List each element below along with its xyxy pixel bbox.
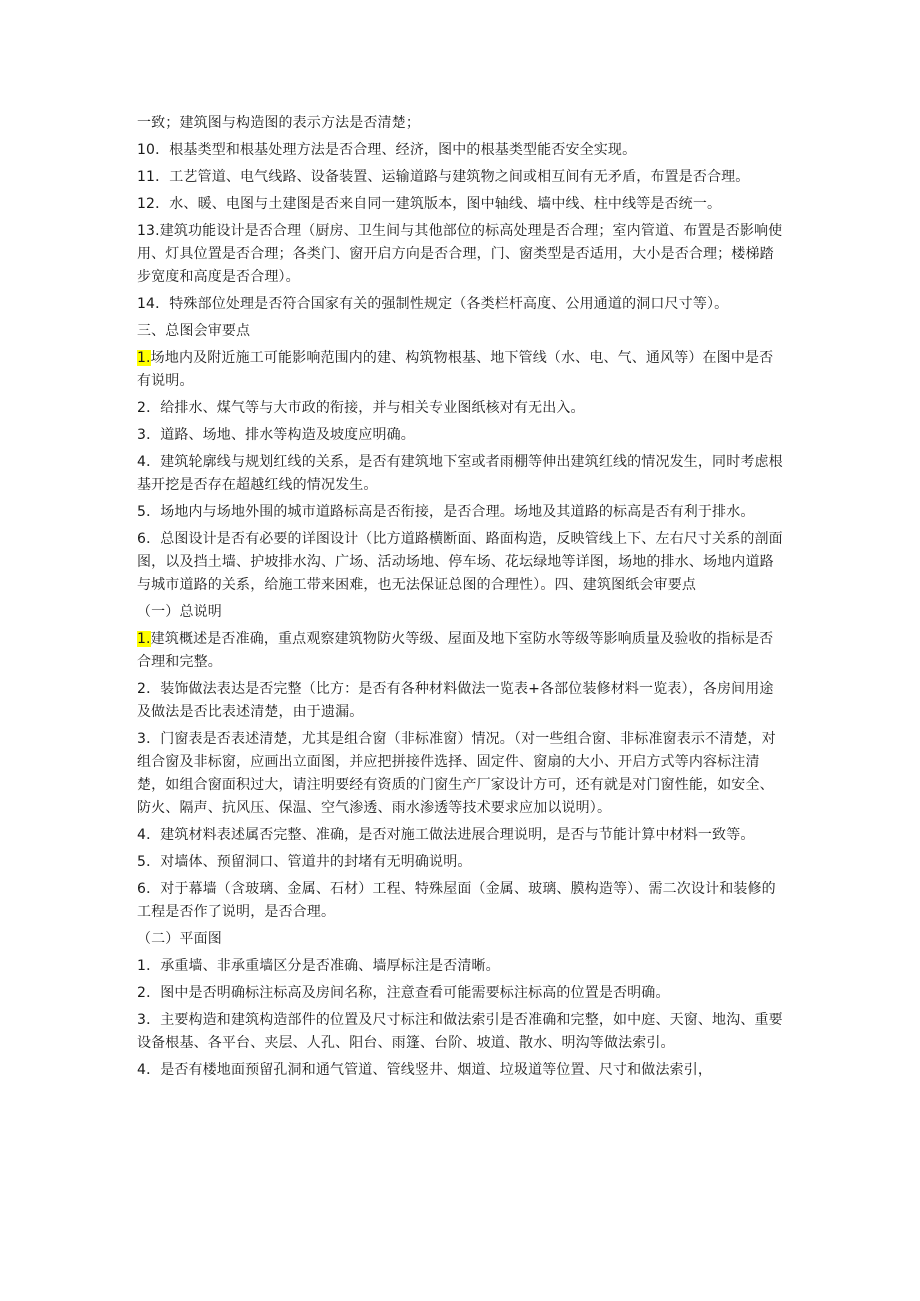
item-number: 4 — [137, 454, 147, 470]
item-number: 4 — [137, 827, 147, 843]
item-number: 12 — [137, 196, 156, 212]
list-item — [137, 501, 787, 524]
item-text: ．主要构造和建筑构造部件的位置及尺寸标注和做法索引是否准确和完整，如中庭、天窗、地沟、重要设备根基、各平台、夹层、人孔、阳台、雨篷、台阶、坡道、散水、明沟等做法索引。 — [137, 1012, 783, 1051]
item-number: 3 — [137, 1012, 147, 1028]
item-text: ．总图设计是否有必要的详图设计（比方道路横断面、路面构造，反映管线上下、左右尺寸关系的剖面图，以及挡土墙、护坡排水沟、广场、活动场地、停车场、花坛绿地等详图，场地的排水、场地内道路与城市道路的关系，给施工带来困难，也无法保证总图的合理性）。四、建筑图纸会审要点 — [137, 531, 783, 593]
list-item — [137, 220, 787, 289]
list-item — [137, 293, 787, 316]
list-item — [137, 139, 787, 162]
item-number: 2 — [137, 985, 147, 1001]
item-number-highlighted: 1. — [137, 631, 151, 647]
item-text: ．特殊部位处理是否符合国家有关的强制性规定（各类栏杆高度、公用通道的洞口尺寸等）。 — [155, 296, 729, 312]
item-number: 3 — [137, 427, 147, 443]
list-item — [137, 955, 787, 978]
item-text: ．根基类型和根基处理方法是否合理、经济，图中的根基类型能否安全实现。 — [155, 142, 637, 158]
item-text: 建筑概述是否准确，重点观察建筑物防火等级、屋面及地下室防水等级等影响质量及验收的指标是否合理和完整。 — [137, 631, 774, 670]
item-text: ．给排水、煤气等与大市政的衔接，并与相关专业图纸核对有无出入。 — [146, 400, 585, 416]
subsection-heading: （一）总说明 — [137, 604, 222, 620]
list-item — [137, 628, 787, 674]
list-item — [137, 728, 787, 820]
list-item — [137, 347, 787, 393]
item-number: 6 — [137, 881, 147, 897]
item-text: ．装饰做法表达是否完整（比方：是否有各种材料做法一览表+各部位装修材料一览表），各房间用途及做法是否比表述清楚，由于遗漏。 — [137, 681, 774, 720]
item-text: ．建筑材料表述属否完整、准确，是否对施工做法进展合理说明，是否与节能计算中材料一致等。 — [146, 827, 755, 843]
item-text: 场地内及附近施工可能影响范围内的建、构筑物根基、地下管线（水、电、气、通风等）在图中是否有说明。 — [137, 350, 774, 389]
item-text: 建筑功能设计是否合理（厨房、卫生间与其他部位的标高处理是否合理；室内管道、布置是否影响使用、灯具位置是否合理；各类门、窗开启方向是否合理，门、窗类型是否适用，大小是否合理；楼梯踏步宽度和高度是否合理）。 — [137, 223, 783, 285]
section-heading: 三、总图会审要点 — [137, 323, 251, 339]
item-text: ．建筑轮廓线与规划红线的关系，是否有建筑地下室或者雨棚等伸出建筑红线的情况发生，同时考虑根基开挖是否存在超越红线的情况发生。 — [137, 454, 783, 493]
item-text: ．水、暖、电图与土建图是否来自同一建筑版本，图中轴线、墙中线、柱中线等是否统一。 — [155, 196, 722, 212]
item-text: ．对墙体、预留洞口、管道井的封堵有无明确说明。 — [146, 854, 472, 870]
item-number: 5 — [137, 504, 147, 520]
item-number: 14 — [137, 296, 156, 312]
list-item — [137, 1009, 787, 1055]
list-item — [137, 424, 787, 447]
item-text: ．门窗表是否表述清楚，尤其是组合窗（非标准窗）情况。（对一些组合窗、非标准窗表示不清楚，对组合窗及非标窗，应画出立面图，并应把拼接件选择、固定件、窗扇的大小、开启方式等内容标注清楚，如组合窗面积过大，请注明要经有资质的门窗生产厂家设计方可，还有就是对门窗性能，如安全、防火、隔声、抗风压、保温、空气渗透、雨水渗透等技术要求应加以说明）。 — [137, 731, 776, 816]
item-number: 13. — [137, 223, 160, 239]
list-item — [137, 451, 787, 497]
list-item — [137, 193, 787, 216]
item-text: ．工艺管道、电气线路、设备装置、运输道路与建筑物之间或相互间有无矛盾，布置是否合理。 — [155, 169, 750, 185]
item-text: ．是否有楼地面预留孔洞和通气管道、管线竖井、烟道、垃圾道等位置、尺寸和做法索引， — [146, 1062, 713, 1078]
item-text: ．道路、场地、排水等构造及坡度应明确。 — [146, 427, 415, 443]
list-item — [137, 878, 787, 924]
subsection-heading: （二）平面图 — [137, 931, 222, 947]
list-item — [137, 824, 787, 847]
list-item — [137, 528, 787, 597]
item-text: ．对于幕墙（含玻璃、金属、石材）工程、特殊屋面（金属、玻璃、膜构造等）、需二次设计和装修的工程是否作了说明，是否合理。 — [137, 881, 776, 920]
list-item — [137, 1059, 787, 1082]
item-number: 1 — [137, 958, 147, 974]
item-number: 2 — [137, 400, 147, 416]
list-item — [137, 166, 787, 189]
list-item — [137, 982, 787, 1005]
item-number: 4 — [137, 1062, 147, 1078]
list-item — [137, 851, 787, 874]
item-number: 6 — [137, 531, 147, 547]
item-number: 11 — [137, 169, 156, 185]
item-text: ．图中是否明确标注标高及房间名称，注意查看可能需要标注标高的位置是否明确。 — [146, 985, 670, 1001]
item-number: 10 — [137, 142, 156, 158]
item-text: ．承重墙、非承重墙区分是否准确、墙厚标注是否清晰。 — [146, 958, 500, 974]
list-item — [137, 678, 787, 724]
item-number-highlighted: 1. — [137, 350, 151, 366]
item-number: 2 — [137, 681, 147, 697]
item-text: ．场地内与场地外围的城市道路标高是否衔接，是否合理。场地及其道路的标高是否有利于排水。 — [146, 504, 755, 520]
item-number: 5 — [137, 854, 147, 870]
paragraph: 一致；建筑图与构造图的表示方法是否清楚； — [137, 115, 420, 131]
list-item — [137, 397, 787, 420]
document-body — [137, 112, 787, 1086]
item-number: 3 — [137, 731, 147, 747]
